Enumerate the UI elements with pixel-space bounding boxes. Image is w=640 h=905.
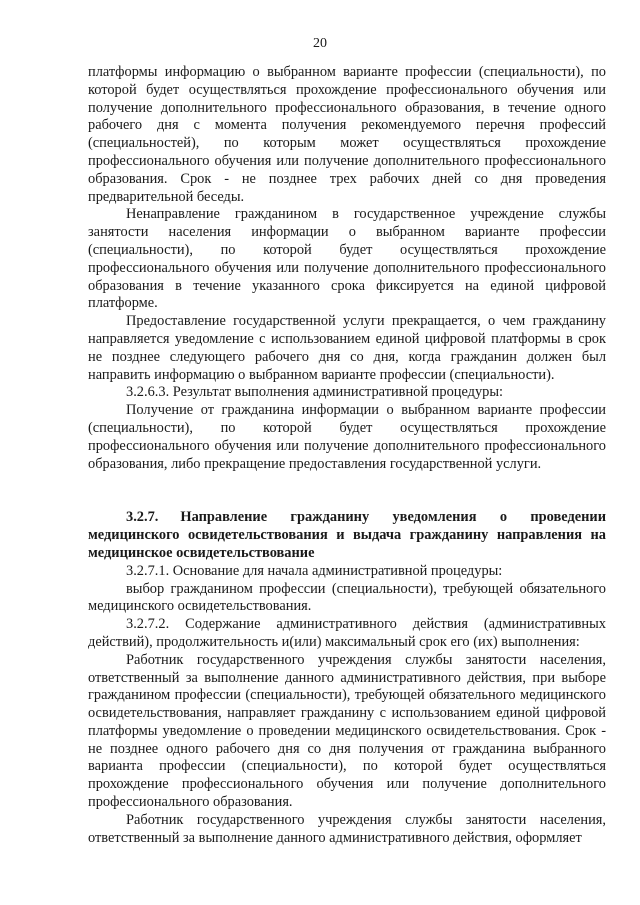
section-title: Направление гражданину уведомления о проведении медицинского освидетельствования и выдача гражданину направления на медицинское освидетельствование <box>88 509 606 561</box>
paragraph: 3.2.7.1. Основание для начала административной процедуры: <box>126 562 503 579</box>
paragraph: Работник государственного учреждения службы занятости населения, ответственный за выполнение данного административного действия, при выборе гражданином профессии (специальности), требующей обязательного медицинского освидетельствования, направляет гражданину с использованием единой цифровой платформы уведомление о проведении медицинского освидетельствования. Срок - не позднее одного рабочего дня со дня получения от гражданина выбранного варианта профессии (специальности), по которой будет осуществляться прохождение профессионального обучения или получение дополнительного профессионального образования. <box>88 651 606 811</box>
paragraph: Работник государственного учреждения службы занятости населения, ответственный за выполнение данного административного действия, оформляет <box>88 811 606 846</box>
paragraph: Получение от гражданина информации о выбранном варианте профессии (специальности), по которой будет осуществляться прохождение профессионального обучения или получение дополнительного профессионального образования, либо прекращение предоставления государственной услуги. <box>88 402 606 472</box>
section-number: 3.2.7. <box>126 509 159 526</box>
document-body <box>88 64 606 847</box>
paragraph: 3.2.6.3. Результат выполнения административной процедуры: <box>126 384 504 401</box>
paragraph: платформы информацию о выбранном варианте профессии (специальности), по которой будет осуществляться прохождение профессионального обучения или получение дополнительного профессионального образования, в течение одного рабочего дня с момента получения рекомендуемого перечня профессий (специальностей), по которым может осуществляться прохождение профессионального обучения или получение дополнительного профессионального образования. Срок - не позднее трех рабочих дней со дня проведения предварительной беседы. <box>88 64 606 205</box>
paragraph: Предоставление государственной услуги прекращается, о чем гражданину направляется уведомление с использованием единой цифровой платформы в срок не позднее следующего рабочего дня со дня, когда гражданин должен был направить информацию о выбранном варианте профессии (специальности). <box>88 313 606 383</box>
page-number: 20 <box>313 36 327 51</box>
section-gap <box>88 473 606 509</box>
paragraph: выбор гражданином профессии (специальности), требующей обязательного медицинского освидетельствования. <box>88 580 606 615</box>
paragraph: 3.2.7.2. Содержание административного действия (административных действий), продолжительность и(или) максимальный срок его (их) выполнения: <box>88 616 606 650</box>
section-heading <box>88 509 606 562</box>
paragraph: Ненаправление гражданином в государственное учреждение службы занятости населения информации о выбранном варианте профессии (специальности), по которой будет осуществляться прохождение профессионального обучения или получение дополнительного профессионального образования в течение указанного срока фиксируется на единой цифровой платформе. <box>88 206 606 312</box>
